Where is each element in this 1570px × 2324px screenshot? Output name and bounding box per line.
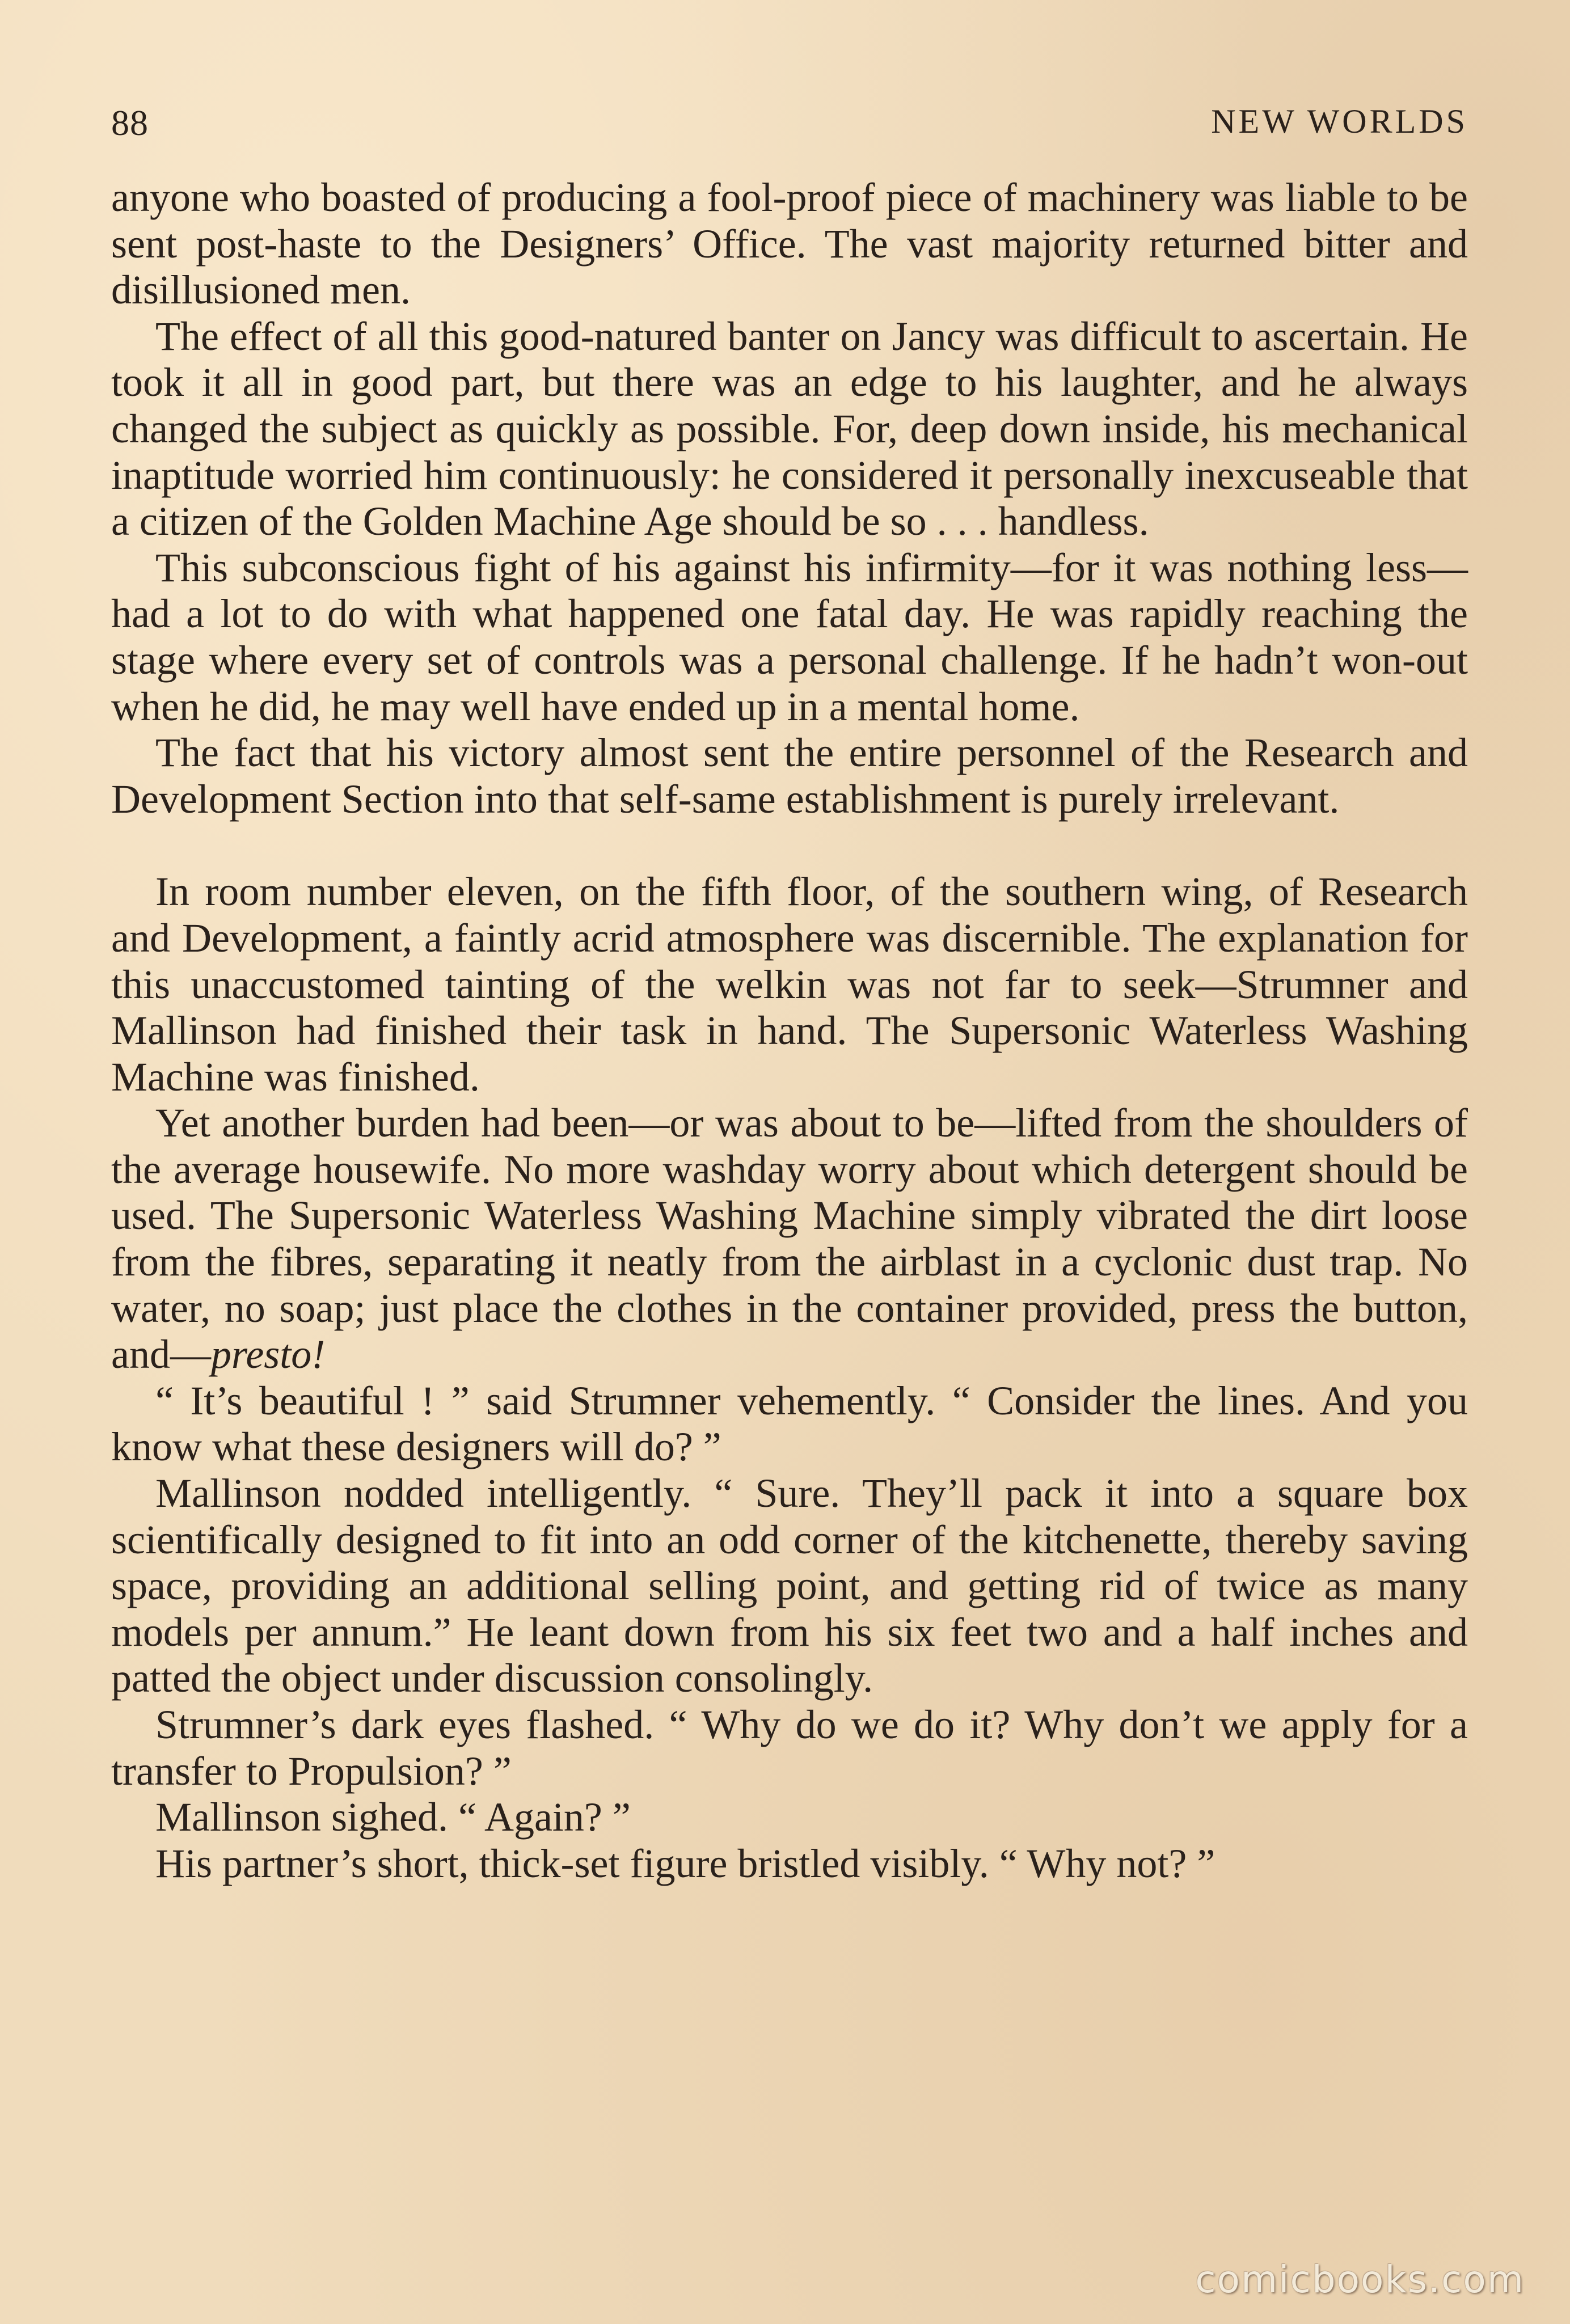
running-title: NEW WORLDS: [1211, 103, 1468, 140]
section-break: [111, 822, 1468, 869]
paragraph-5: In room number eleven, on the fifth floor, of the southern wing, of Research and Development, a faintly acrid atmosphere was discernible. The explanation for this unaccustomed tainting of the welkin was not far to seek—Strumner and Mallinson had finished their task in hand. The Supersonic Waterless Washing Machine was finished.: [111, 869, 1468, 1100]
book-page: [111, 102, 1468, 2234]
paragraph-6-text: Yet another burden had been—or was about to be—lifted from the shoulders of the average housewife. No more washday worry about which detergent should be used. The Supersonic Waterless Washing Machine simply vibrated the dirt loose from the fibres, separating it neatly from the airblast in a cyclonic dust trap. No water, no soap; just place the clothes in the container provided, press the button, and—: [111, 1100, 1468, 1378]
paragraph-2: The effect of all this good-natured banter on Jancy was difficult to ascertain. He took it all in good part, but there was an edge to his laughter, and he always changed the subject as quickly as possible. For, deep down inside, his mechanical inaptitude worried him continuously: he considered it personally inexcuseable that a citizen of the Golden Machine Age should be so . . . handless.: [111, 313, 1468, 544]
paragraph-7: “ It’s beautiful ! ” said Strumner vehemently. “ Consider the lines. And you know what these designers will do? ”: [111, 1378, 1468, 1470]
paragraph-9: Strumner’s dark eyes flashed. “ Why do we do it? Why don’t we apply for a transfer to Propulsion? ”: [111, 1702, 1468, 1794]
paragraph-6: [111, 1100, 1468, 1378]
paragraph-3: This subconscious fight of his against his infirmity—for it was nothing less—had a lot to do with what happened one fatal day. He was rapidly reaching the stage where every set of controls was a personal challenge. If he hadn’t won-out when he did, he may well have ended up in a mental home.: [111, 544, 1468, 729]
paragraph-10: Mallinson sighed. “ Again? ”: [155, 1794, 631, 1840]
paragraph-11: His partner’s short, thick-set figure bristled visibly. “ Why not? ”: [155, 1840, 1216, 1886]
paragraph-8: Mallinson nodded intelligently. “ Sure. They’ll pack it into a square box scientifically designed to fit into an odd corner of the kitchenette, thereby saving space, providing an additional selling point, and getting rid of twice as many models per annum.” He leant down from his six feet two and a half inches and patted the object under discussion consolingly.: [111, 1471, 1468, 1701]
running-head: [111, 102, 1468, 159]
paragraph-1: anyone who boasted of producing a fool-proof piece of machinery was liable to be sent post-haste to the Designers’ Office. The vast majority returned bitter and disillusioned men.: [111, 175, 1468, 313]
watermark: comicbooks.com: [1195, 2258, 1525, 2301]
presto-emphasis: presto!: [210, 1332, 326, 1378]
page-number: 88: [111, 103, 149, 143]
paragraph-4: The fact that his victory almost sent the entire personnel of the Research and Development Section into that self-same establishment is purely irrelevant.: [111, 730, 1468, 822]
body-text: [111, 175, 1468, 1887]
